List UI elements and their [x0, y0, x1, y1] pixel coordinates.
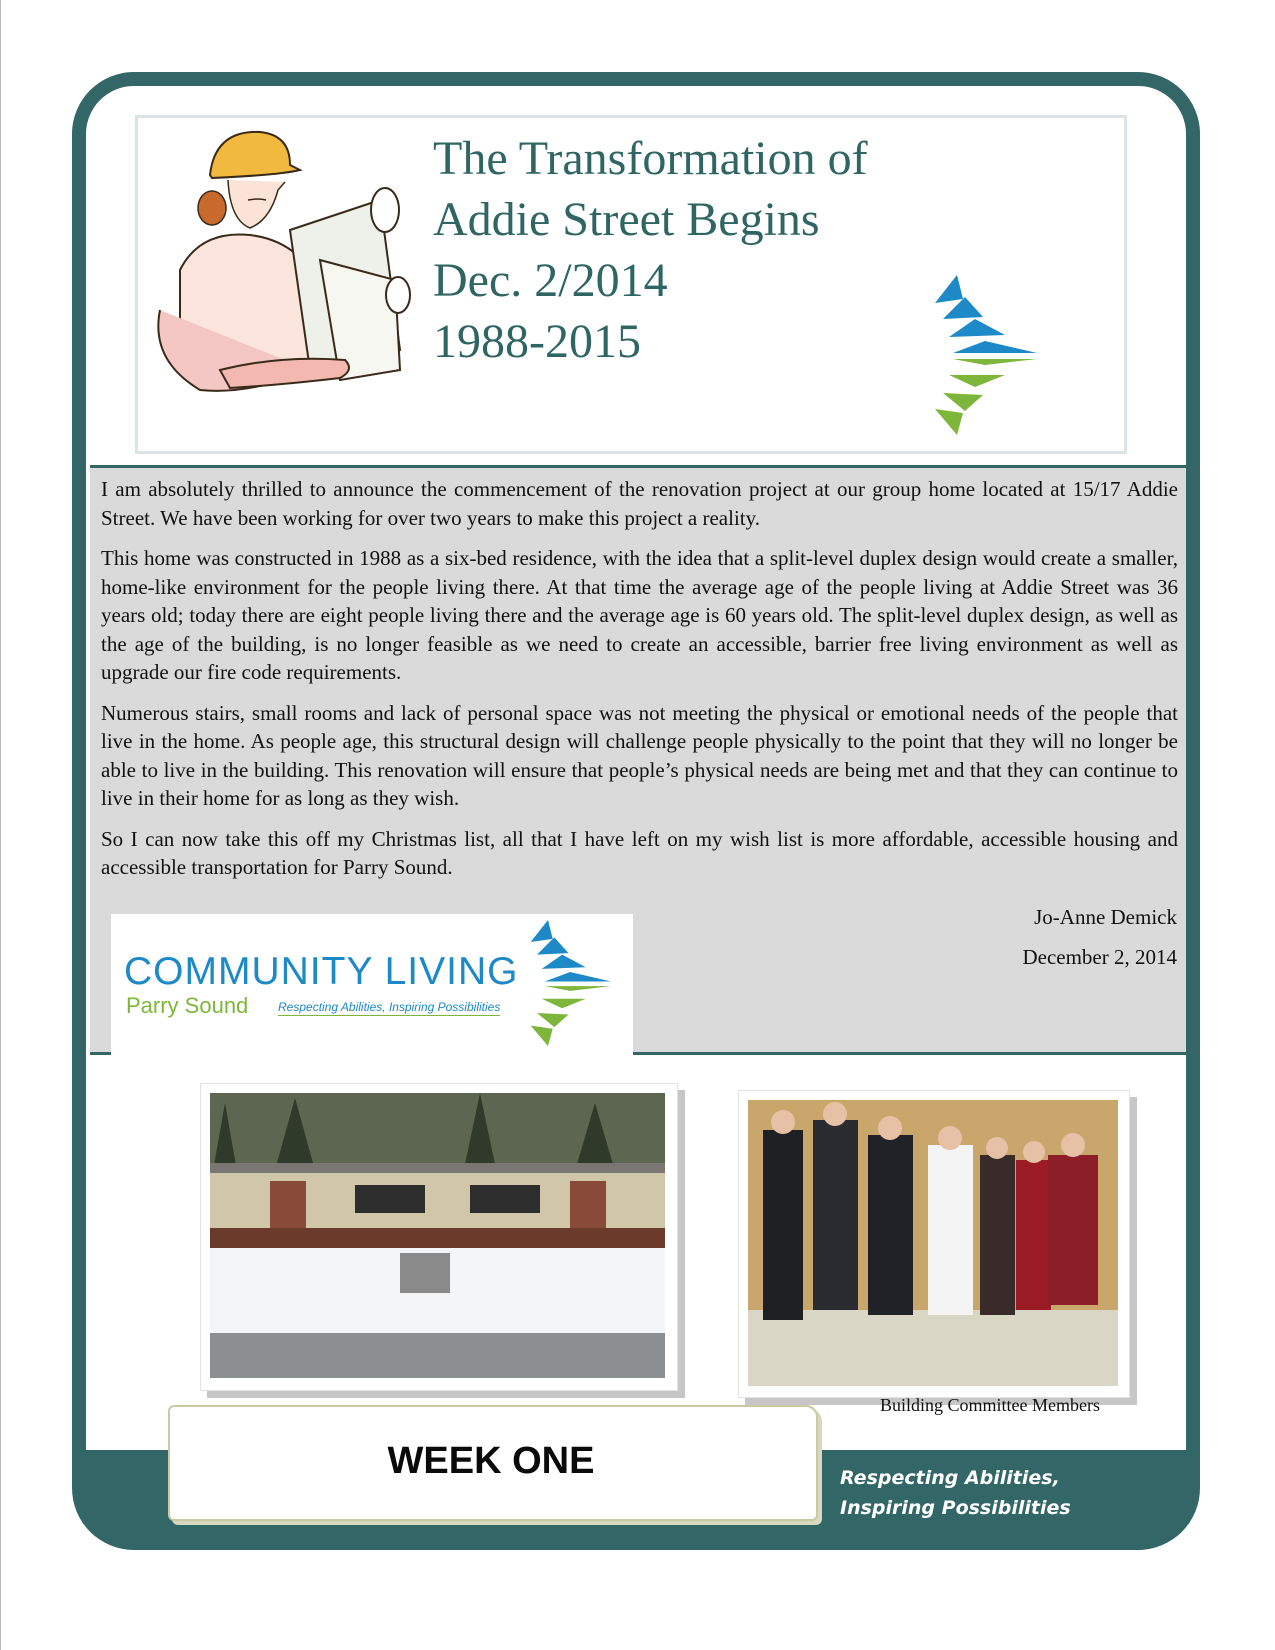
article-paragraph: So I can now take this off my Christmas list, all that I have left on my wish list is more affordable, accessible housing and accessible transportation for Parry Sound.	[101, 826, 1178, 879]
footer-tagline	[840, 1463, 1071, 1523]
article-paragraph: I am absolutely thrilled to announce the commencement of the renovation project at our group home located at 15/17 Addie Street. We have been working for over two years to make this project a reality.	[101, 477, 1178, 530]
footer-tagline-line: Inspiring Possibilities	[840, 1497, 1071, 1519]
organization-city: Parry Sound	[126, 993, 249, 1018]
title-line: The Transformation of	[433, 132, 868, 185]
title-line: Addie Street Begins	[433, 193, 820, 246]
title-line: Dec. 2/2014	[433, 254, 668, 307]
footer-tagline-line: Respecting Abilities,	[840, 1467, 1060, 1489]
article-body	[101, 475, 1178, 894]
engineer-with-blueprints-illustration	[140, 120, 440, 440]
signature-block	[1022, 897, 1177, 977]
organization-tagline: Respecting Abilities, Inspiring Possibilities	[278, 1000, 501, 1014]
building-committee-photo	[748, 1100, 1118, 1386]
photo-caption: Building Committee Members	[880, 1395, 1100, 1415]
community-living-logo-icon	[526, 920, 622, 1050]
organization-name: COMMUNITY LIVING	[124, 950, 519, 993]
article-paragraph: Numerous stairs, small rooms and lack of personal space was not meeting the physical or emotional needs of the people that live in the home. As people age, this structural design will challenge people physically to the point that they will no longer be able to live in the building. This renovation will ensure that people’s physical needs are being met and that they can continue to live in their home for as long as they wish.	[101, 700, 1178, 810]
title-line: 1988-2015	[433, 315, 641, 368]
author-name: Jo-Anne Demick	[1034, 905, 1177, 929]
community-living-logo-icon	[935, 275, 1045, 440]
week-label: WEEK ONE	[387, 1440, 595, 1482]
signature-date: December 2, 2014	[1022, 945, 1177, 969]
page-edge-rule	[0, 0, 1, 1650]
article-paragraph: This home was constructed in 1988 as a six-bed residence, with the idea that a split-level duplex design would create a smaller, home-like environment for the people living there. At that time the average age of the people living at Addie Street was 36 years old; today there are eight people living there and the average age is 60 years old. The split-level duplex design, as well as the age of the building, is no longer feasible as we need to create an accessible, barrier free living environment as well as upgrade our fire code requirements.	[101, 546, 1178, 684]
addie-street-house-photo	[210, 1093, 665, 1378]
